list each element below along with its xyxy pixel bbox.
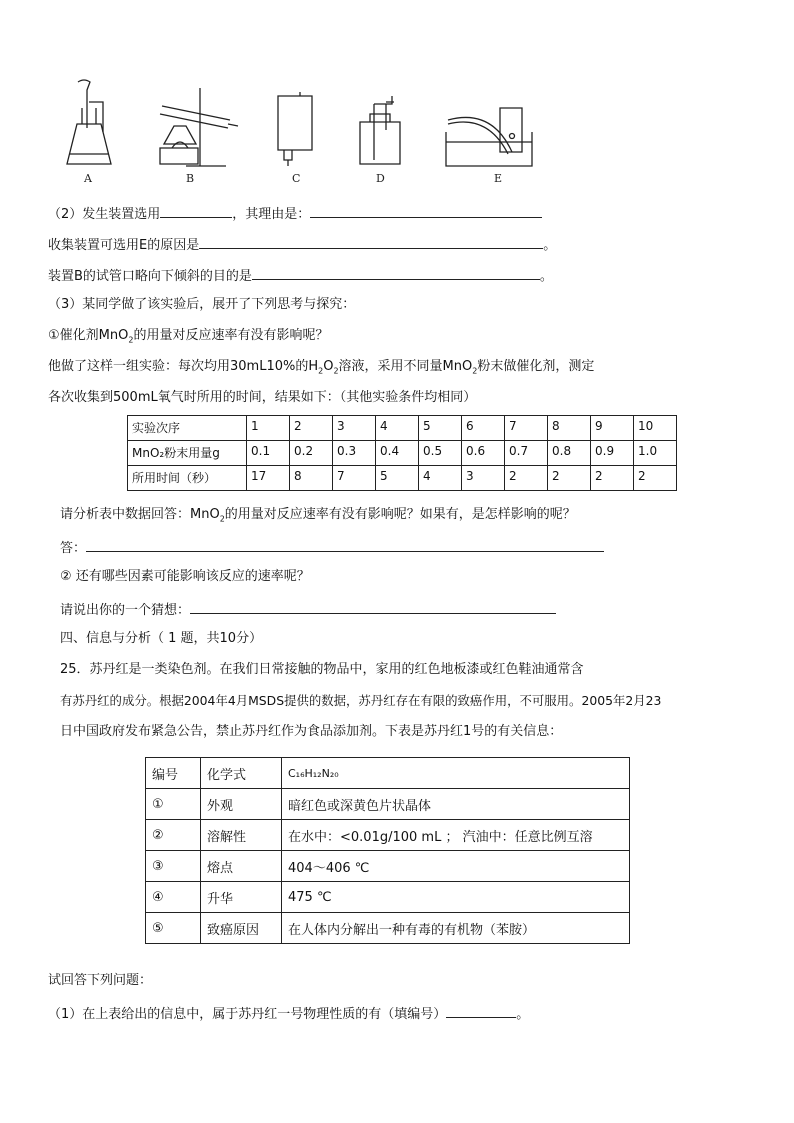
device-choice-blank[interactable] [160, 203, 232, 218]
table-row: ④ 升华 475 ℃ [146, 882, 630, 913]
apparatus-e-water-trough [446, 108, 532, 166]
table-row: ② 溶解性 在水中：<0.01g/100 mL ； 汽油中：任意比例互溶 [146, 820, 630, 851]
reason-blank[interactable] [310, 203, 542, 218]
q3-experiment-line2: 各次收集到500mL氧气时所用的时间，结果如下：（其他实验条件均相同） [48, 390, 477, 405]
section4-title: 四、信息与分析（ 1 题，共10分） [60, 631, 263, 646]
chemical-formula: C₁₆H₁₂N₂₀ [282, 758, 630, 789]
table-row: 实验次序 1 2 3 4 5 6 7 8 9 10 [128, 416, 677, 441]
q3-experiment-line1: 他做了这样一组实验：每次均用30mL10%的$H_2O_2$溶液，采用不同量MnO$_2$粉末做催化剂，测定 [48, 359, 595, 376]
table-row: ⑤ 致癌原因 在人体内分解出一种有毒的有机物（苯胺） [146, 913, 630, 944]
table-row: MnO₂粉末用量g 0.1 0.2 0.3 0.4 0.5 0.6 0.7 0.8 0.9 1.0 [128, 441, 677, 466]
table-row: ③ 熔点 404～406 ℃ [146, 851, 630, 882]
section4-paragraph-1: 25．苏丹红是一类染色剂。在我们日常接触的物品中，家用的红色地板漆或红色鞋油通常含 [60, 662, 584, 677]
guess-blank[interactable] [190, 599, 556, 614]
row-label-trial: 实验次序 [128, 416, 247, 441]
row-label-amount: MnO₂粉末用量g [128, 441, 247, 466]
header-formula-label: 化学式 [201, 758, 282, 789]
sudan-red-info-table [145, 757, 630, 944]
apparatus-label-b: B [186, 172, 195, 185]
apparatus-figure [60, 78, 560, 188]
q3-sub1: ①催化剂MnO$_2$的用量对反应速率有没有影响呢？ [48, 328, 329, 345]
section4-ask: 试回答下列问题： [48, 973, 153, 988]
apparatus-d-gas-bottle [360, 96, 400, 164]
table-row [146, 758, 630, 789]
physical-property-blank[interactable] [446, 1003, 516, 1018]
mno2-experiment-table [127, 415, 677, 491]
row-label-time: 所用时间（秒） [128, 466, 247, 491]
answer-blank[interactable] [86, 537, 604, 552]
header-no: 编号 [146, 758, 201, 789]
section4-paragraph-2: 有苏丹红的成分。根据2004年4月MSDS提供的数据，苏丹红存在有限的致癌作用，不可服用。2005年2月23 [60, 693, 662, 708]
q2-line3: 装置B的试管口略向下倾斜的目的是 。 [48, 265, 553, 286]
collection-reason-blank[interactable] [199, 234, 543, 249]
section4-q1: （1）在上表给出的信息中，属于苏丹红一号物理性质的有（填编号） 。 [48, 1003, 529, 1024]
q3-answer-line: 答： [60, 537, 604, 558]
table-row: 所用时间（秒） 17 8 7 5 4 3 2 2 2 2 [128, 466, 677, 491]
apparatus-label-a: A [84, 172, 92, 185]
tube-tilt-purpose-blank[interactable] [252, 265, 540, 280]
apparatus-label-e: E [494, 172, 503, 185]
q2-line2: 收集装置可选用E的原因是 。 [48, 234, 556, 255]
q3-intro: （3）某同学做了该实验后，展开了下列思考与探究： [48, 297, 356, 312]
apparatus-b-heated-tube [160, 88, 238, 166]
apparatus-a-erlenmeyer [67, 80, 111, 164]
apparatus-label-d: D [376, 172, 385, 185]
apparatus-label-c: C [292, 172, 301, 185]
q3-analyze-prompt: 请分析表中数据回答：MnO$_2$的用量对反应速率有没有影响呢？如果有，是怎样影响的呢？ [60, 507, 576, 524]
apparatus-c-downward-collection [278, 92, 312, 166]
q2-line1: （2）发生装置选用 ，其理由是： [48, 203, 542, 224]
q3-guess-line: 请说出你的一个猜想： [60, 599, 556, 620]
section4-paragraph-3: 日中国政府发布紧急公告，禁止苏丹红作为食品添加剂。下表是苏丹红1号的有关信息： [60, 724, 563, 739]
table-row: ① 外观 暗红色或深黄色片状晶体 [146, 789, 630, 820]
q3-sub2: ② 还有哪些因素可能影响该反应的速率呢？ [60, 569, 310, 584]
